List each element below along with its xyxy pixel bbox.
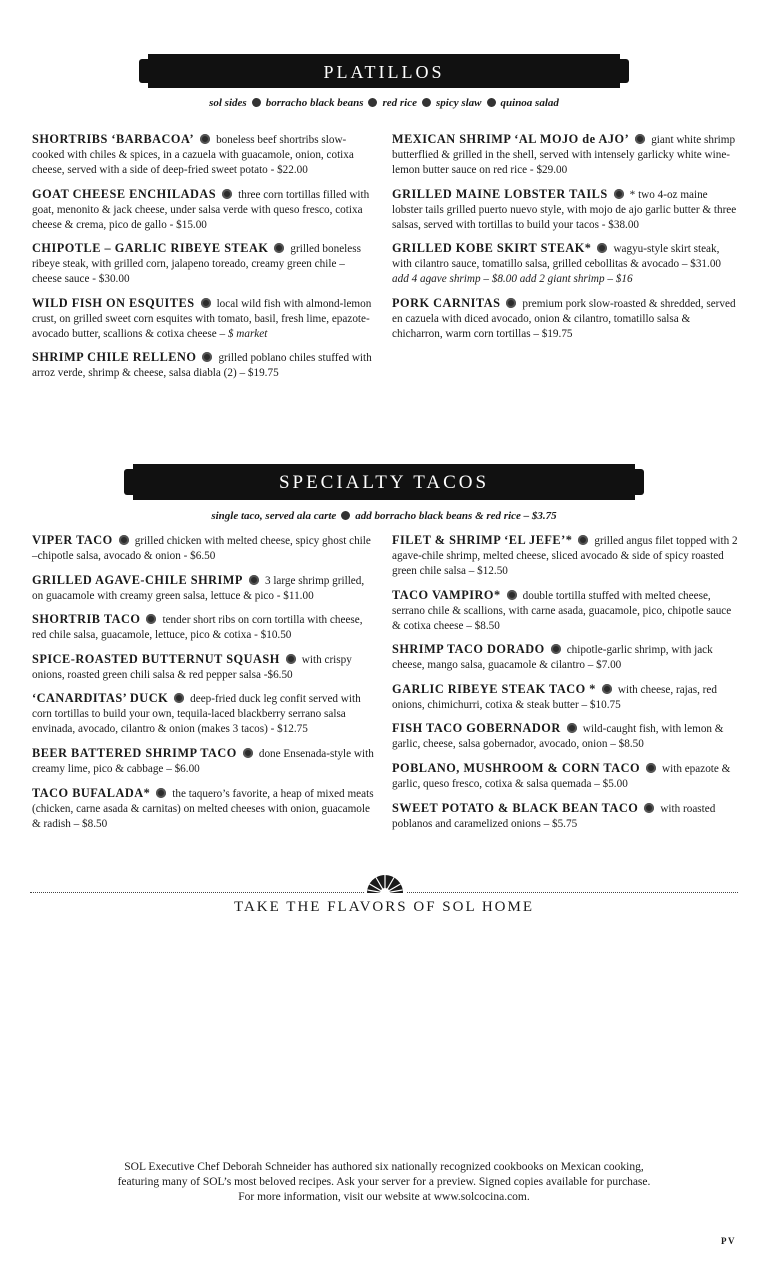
bullet-icon: [551, 644, 561, 654]
item-desc: with epazote & garlic, queso fresco, cotixa & salsa quemada – $5.00: [392, 762, 731, 790]
tacos-right-column: [392, 533, 738, 840]
item-desc: the taquero’s favorite, a heap of mixed meats (chicken, carne asada & carnitas) on melted cheeses with onion, guacamole & radish – $8.50: [32, 787, 374, 830]
item-desc: grilled poblano chiles stuffed with arroz verde, shrimp & cheese, salsa diabla (2) – $19.75: [32, 352, 372, 380]
bullet-icon: [635, 134, 645, 144]
bullet-icon: [368, 98, 377, 107]
bullet-icon: [174, 693, 184, 703]
bullet-icon: [201, 298, 211, 308]
cookbook-note: SOL Executive Chef Deborah Schneider has authored six nationally recognized cookbooks on Mexican cooking, featuring many of SOL’s most beloved recipes. Ask your server for a preview. Signed copies available for purchase. For more information, visit our website at www.solcocina.com.: [117, 1161, 651, 1203]
home-section-title: TAKE THE FLAVORS OF SOL HOME: [234, 899, 534, 915]
menu-item: [32, 746, 374, 777]
item-name: SPICE-ROASTED BUTTERNUT SQUASH: [32, 651, 280, 666]
page-mark: PV: [721, 1236, 736, 1246]
menu-item: [32, 132, 374, 178]
bullet-icon: [222, 189, 232, 199]
side-item: spicy slaw: [435, 97, 482, 109]
bullet-icon: [578, 535, 588, 545]
menu-item: [392, 801, 738, 832]
menu-item: [392, 296, 738, 342]
menu-item: [32, 187, 374, 233]
menu-item: [32, 533, 374, 564]
item-name: GARLIC RIBEYE STEAK TACO *: [392, 681, 596, 696]
item-desc: done Ensenada-style with creamy lime, pico & cabbage – $6.00: [32, 747, 374, 775]
bullet-icon: [202, 352, 212, 362]
item-price-note: $ market: [227, 327, 268, 340]
menu-item: [32, 241, 374, 287]
item-name: CHIPOTLE – GARLIC RIBEYE STEAK: [32, 241, 269, 256]
item-name: GRILLED KOBE SKIRT STEAK*: [392, 241, 592, 256]
sides-label: sol sides: [209, 97, 247, 109]
bullet-icon: [506, 298, 516, 308]
menu-item: [392, 721, 738, 752]
menu-item: [392, 533, 738, 579]
bullet-icon: [597, 243, 607, 253]
sol-sun-logo-icon: [364, 873, 406, 895]
platillos-title: PLATILLOS: [323, 62, 445, 82]
item-name: SHRIMP TACO DORADO: [392, 642, 545, 657]
platillos-right-column: [392, 132, 738, 350]
specialty-tacos-title: SPECIALTY TACOS: [278, 472, 490, 493]
tacos-left-column: [32, 533, 374, 840]
platillos-banner: [149, 55, 619, 87]
menu-item: [32, 573, 374, 604]
menu-item: [392, 588, 738, 634]
bullet-icon: [341, 511, 350, 520]
bullet-icon: [286, 654, 296, 664]
item-desc: * two 4-oz maine lobster tails grilled puerto nuevo style, with mojo de ajo garlic butter & three salsas, served with tortillas to build your tacos - $38.00: [392, 188, 737, 231]
tacos-note: single taco, served ala carte: [211, 510, 337, 522]
item-name: VIPER TACO: [32, 533, 113, 547]
item-name: BEER BATTERED SHRIMP TACO: [32, 745, 237, 760]
bullet-icon: [200, 134, 210, 144]
item-name: SHORTRIBS ‘BARBACOA’: [32, 132, 195, 146]
menu-item: [392, 187, 738, 233]
menu-item: [32, 350, 374, 381]
bullet-icon: [249, 575, 259, 585]
item-addon-note: add 4 agave shrimp – $8.00 add 2 giant shrimp – $16: [392, 273, 633, 286]
item-desc: boneless beef shortribs slow-cooked with chiles & spices, in a cazuela with guacamole, onion, cotixa cheese, served with a side of deep-fried sweet potato - $22.00: [32, 134, 354, 176]
item-desc: grilled chicken with melted cheese, spicy ghost chile –chipotle salsa, avocado & onion - $6.50: [32, 535, 371, 562]
item-desc: double tortilla stuffed with melted cheese, serrano chile & scallions, with carne asada, guacamole, pico, chipotle sauce & cotixa cheese – $8.50: [392, 589, 732, 632]
menu-item: [392, 761, 738, 792]
item-name: PORK CARNITAS: [392, 295, 501, 310]
bullet-icon: [156, 788, 166, 798]
item-desc: 3 large shrimp grilled, on guacamole with creamy green salsa, lettuce & pico - $11.00: [32, 574, 365, 602]
bullet-icon: [646, 763, 656, 773]
item-desc: grilled angus filet topped with 2 agave-chile shrimp, melted cheese, sliced avocado & side of spicy roasted green chile salsa – $12.50: [392, 535, 738, 577]
bullet-icon: [567, 723, 577, 733]
bullet-icon: [487, 98, 496, 107]
bullet-icon: [119, 535, 129, 545]
side-item: borracho black beans: [265, 97, 364, 109]
bullet-icon: [252, 98, 261, 107]
menu-item: [392, 132, 738, 178]
bullet-icon: [146, 614, 156, 624]
item-desc: wild-caught fish, with lemon & garlic, cheese, salsa gobernador, avocado, onion – $8.50: [392, 723, 724, 751]
item-name: FISH TACO GOBERNADOR: [392, 721, 561, 736]
menu-item: [392, 682, 738, 713]
item-desc: giant white shrimp butterflied & grilled in the shell, served with intensely garlicky white wine-lemon butter sauce on red rice - $29.00: [392, 134, 736, 176]
platillos-sides: [0, 97, 768, 109]
menu-item: [32, 652, 374, 683]
item-desc: deep-fried duck leg confit served with corn tortillas to build your own, tequila-laced blackberry serrano salsa envinada, avocado, cilantro & onion (makes 3 tacos) - $12.75: [32, 693, 361, 736]
tacos-subtitle: [0, 510, 768, 522]
tacos-addon: add borracho black beans & red rice – $3.75: [355, 510, 557, 522]
item-desc: wagyu-style skirt steak, with cilantro sauce, tomatillo salsa, grilled cebollitas & avocado – $31.00: [392, 243, 722, 271]
item-name: SHORTRIB TACO: [32, 612, 141, 627]
bullet-icon: [274, 243, 284, 253]
bullet-icon: [507, 590, 517, 600]
bullet-icon: [614, 189, 624, 199]
item-name: SHRIMP CHILE RELLENO: [32, 350, 197, 365]
bullet-icon: [602, 684, 612, 694]
item-name: TACO BUFALADA*: [32, 785, 151, 800]
item-desc: with roasted poblanos and caramelized onions – $5.75: [392, 802, 716, 830]
item-name: GRILLED MAINE LOBSTER TAILS: [392, 186, 608, 201]
item-name: TACO VAMPIRO*: [392, 587, 501, 602]
item-desc: premium pork slow-roasted & shredded, served en cazuela with diced avocado, onion & cilantro, tomatillo salsa & chicharron, warm corn tortillas – $19.75: [392, 297, 736, 340]
menu-item: [392, 642, 738, 673]
menu-item: [392, 241, 738, 287]
side-item: red rice: [382, 97, 417, 109]
item-name: SWEET POTATO & BLACK BEAN TACO: [392, 800, 639, 815]
item-desc: three corn tortillas filled with goat, menonito & jack cheese, under salsa verde with queso fresco, cotixa cheese & crema, pico de gallo - $15.00: [32, 188, 370, 231]
item-desc: local wild fish with almond-lemon crust, on grilled sweet corn esquites with tomato, basil, fresh lime, epazote-avocado butter, scallions & cotixa cheese –: [32, 297, 372, 340]
item-desc: with crispy onions, roasted green chili salsa & red pepper salsa -$6.50: [32, 653, 352, 681]
item-name: WILD FISH ON ESQUITES: [32, 295, 195, 310]
item-name: MEXICAN SHRIMP ‘AL MOJO de AJO’: [392, 132, 630, 146]
item-desc: grilled boneless ribeye steak, with grilled corn, jalapeno toreado, creamy green chile –cheese sauce - $30.00: [32, 243, 361, 286]
item-desc: tender short ribs on corn tortilla with cheese, red chile salsa, guacamole, lettuce, pico & cotixa - $10.50: [32, 614, 363, 642]
platillos-left-column: [32, 132, 374, 390]
item-desc: chipotle-garlic shrimp, with jack cheese, mango salsa, guacamole & cilantro – $7.00: [392, 644, 713, 672]
item-name: POBLANO, MUSHROOM & CORN TACO: [392, 760, 641, 775]
menu-item: [32, 691, 374, 737]
item-desc: with cheese, rajas, red onions, chimichurri, cotixa & steak butter – $10.75: [392, 683, 717, 711]
item-name: GOAT CHEESE ENCHILADAS: [32, 186, 217, 201]
item-name: FILET & SHRIMP ‘EL JEFE’*: [392, 533, 573, 547]
menu-item: [32, 612, 374, 643]
item-name: GRILLED AGAVE-CHILE SHRIMP: [32, 572, 243, 587]
bullet-icon: [644, 803, 654, 813]
menu-item: [32, 786, 374, 832]
item-name: ‘CANARDITAS’ DUCK: [32, 691, 169, 706]
side-item: quinoa salad: [500, 97, 559, 109]
menu-item: [32, 296, 374, 342]
bullet-icon: [243, 748, 253, 758]
bullet-icon: [422, 98, 431, 107]
specialty-tacos-banner: [134, 465, 634, 499]
